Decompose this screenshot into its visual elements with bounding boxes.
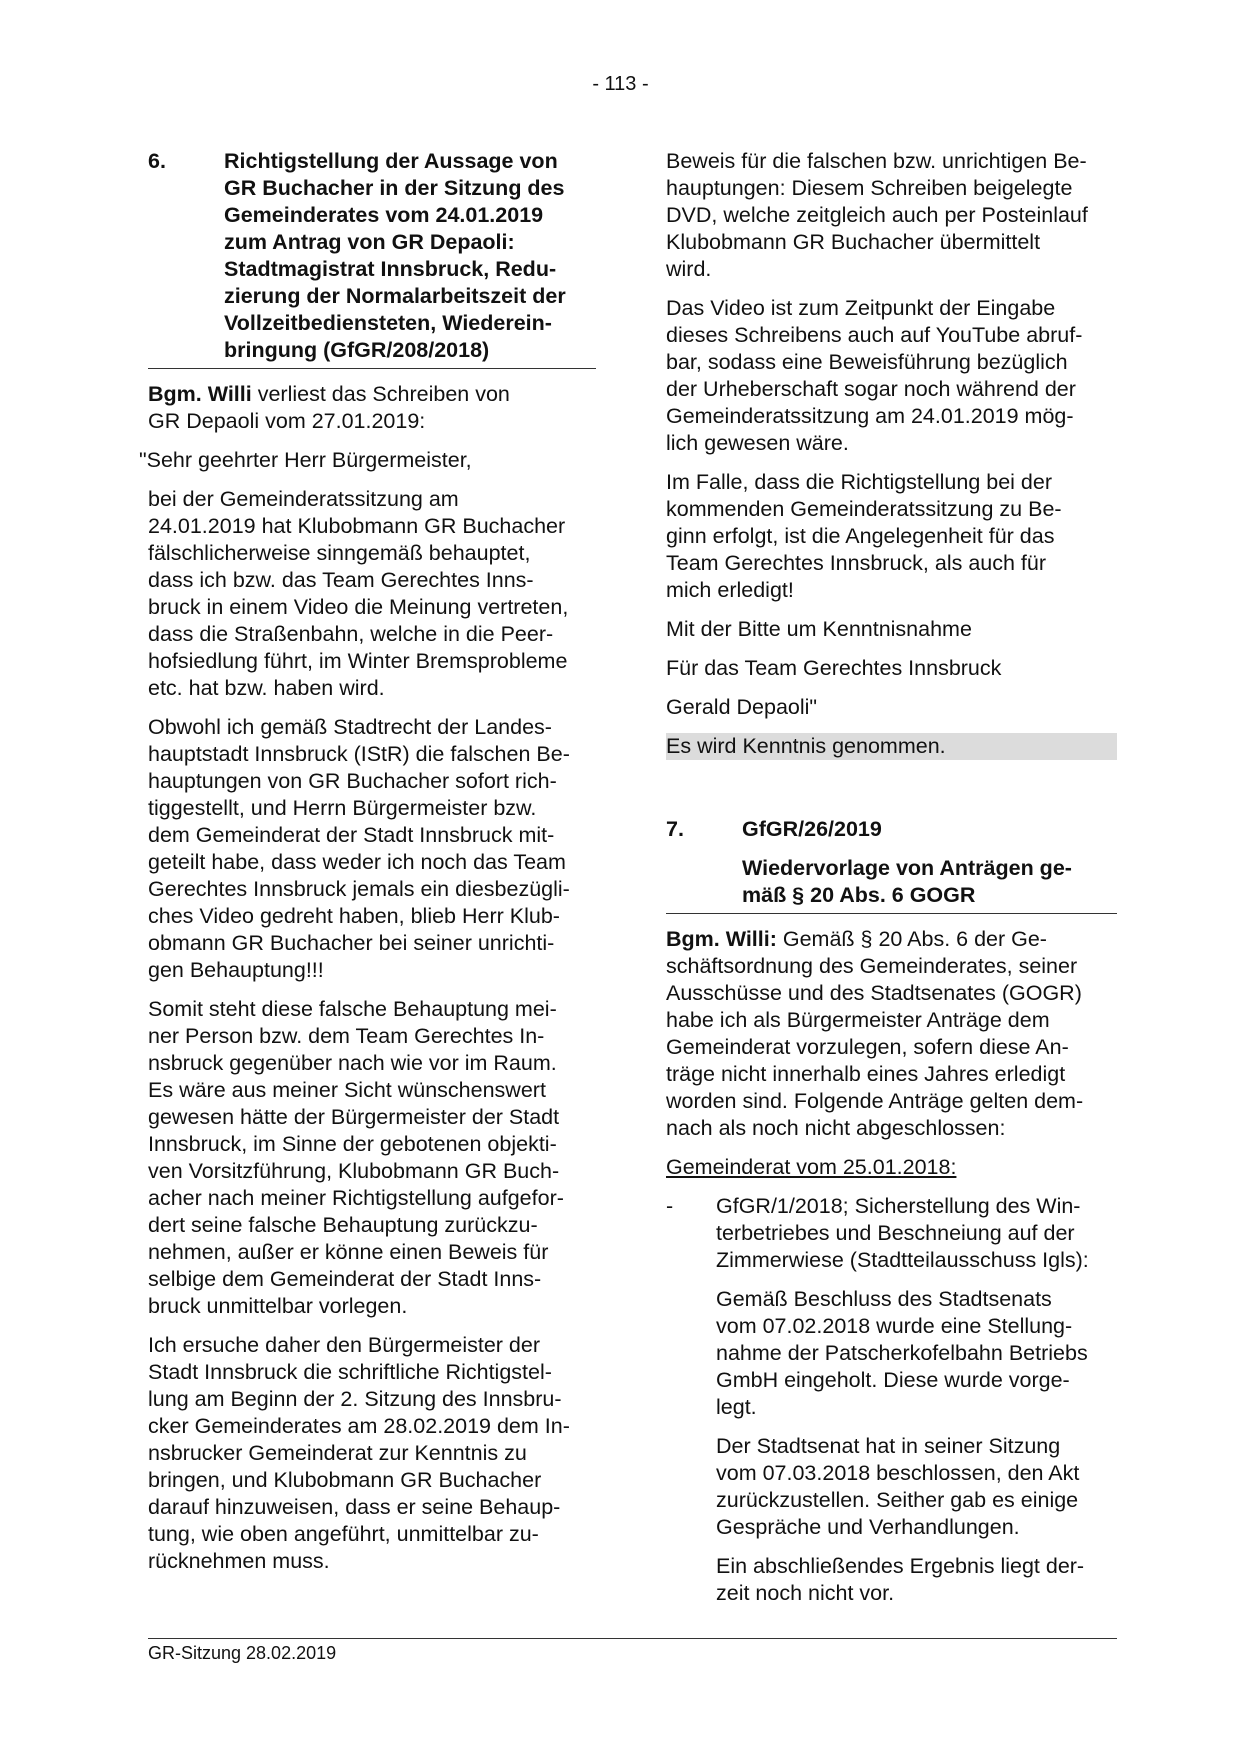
- footer-text: GR-Sitzung 28.02.2019: [148, 1643, 337, 1663]
- spacer: [666, 772, 1117, 816]
- closing-line: Mit der Bitte um Kenntnisnahme: [666, 617, 972, 641]
- speaker-name: Bgm. Willi:: [666, 927, 777, 951]
- right-column: [666, 148, 1117, 1619]
- list-item-detail-2: Der Stadtsenat hat in seiner Sitzung vom 07.03.2018 beschlossen, den Akt zurückzustellen. Seither gab es einige Gespräche und Verhandlungen.: [716, 1434, 1080, 1539]
- intro-text: Gemäß § 20 Abs. 6 der Ge- schäftsordnung des Gemeinderates, seiner Ausschüsse und des Stadtsenates (GOGR) habe ich als Bürgermeister Anträge dem Gemeinderat vorzulegen, sofern diese An- träge nicht innerhalb eines Jahres erledigt worden sind. Folgende Anträge gelten dem- nach als noch nicht abgeschlossen:: [666, 927, 1084, 1140]
- letter-paragraph-5: Beweis für die falschen bzw. unrichtigen Be- hauptungen: Diesem Schreiben beigelegte DVD, welche zeitgleich auch per Posteinlauf Klubobmann GR Buchacher übermittelt wird.: [666, 149, 1088, 281]
- letter-paragraph-6: Das Video ist zum Zeitpunkt der Eingabe dieses Schreibens auch auf YouTube abruf- bar, sodass eine Beweisführung bezüglich der Urheberschaft sogar noch während der Gemeinderatssitzung am 24.01.2019 mög- lich gewesen wäre.: [666, 296, 1083, 455]
- left-column: [139, 148, 596, 1587]
- salutation: "Sehr geehrter Herr Bürgermeister,: [139, 448, 472, 472]
- list-dash: -: [666, 1194, 674, 1218]
- list-item-detail-1: Gemäß Beschluss des Stadtsenats vom 07.02.2018 wurde eine Stellung- nahme der Patscherkofelbahn Betriebs GmbH eingeholt. Diese wurde vorge- legt.: [716, 1287, 1088, 1419]
- footer-divider: [148, 1638, 1117, 1639]
- list-item-title: GfGR/1/2018; Sicherstellung des Win- terbetriebes und Beschneiung auf der Zimmerwiese (Stadtteilausschuss Igls):: [716, 1194, 1089, 1272]
- letter-paragraph-3: Somit steht diese falsche Behauptung mei- ner Person bzw. dem Team Gerechtes In- nsbruck gegenüber nach wie vor im Raum. Es wäre aus meiner Sicht wünschenswert gewesen hätte der Bürgermeister der Stadt Innsbruck, im Sinne der gebotenen objekti- ven Vorsitzführung, Klubobmann GR Buch- acher nach meiner Richtigstellung aufgefor- dert seine falsche Behauptung zurückzu- nehmen, außer er könne einen Beweis für selbige dem Gemeinderat der Stadt Inns- bruck unmittelbar vorlegen.: [148, 997, 564, 1318]
- letter-paragraph-2: Obwohl ich gemäß Stadtrecht der Landes- hauptstadt Innsbruck (IStR) die falschen Be- hauptungen von GR Buchacher sofort rich- tiggestellt, und Herrn Bürgermeister bzw. dem Gemeinderat der Stadt Innsbruck mit- geteilt habe, dass weder ich noch das Team Gerechtes Innsbruck jemals ein diesbezügli- ches Video gedreht haben, blieb Herr Klub- obmann GR Buchacher bei seiner unrichti- gen Behauptung!!!: [148, 715, 570, 982]
- list-item-detail-3: Ein abschließendes Ergebnis liegt der- zeit noch nicht vor.: [716, 1554, 1085, 1605]
- signature: Gerald Depaoli": [666, 695, 818, 719]
- item-number: 6.: [148, 149, 166, 173]
- resolution-note: Es wird Kenntnis genommen.: [666, 733, 1117, 760]
- list-item-body: [716, 1193, 1117, 1619]
- item-title: Richtigstellung der Aussage von GR Buchacher in der Sitzung des Gemeinderates vom 24.01.2019 zum Antrag von GR Depaoli: Stadtmagistrat Innsbruck, Redu- zierung der Normalarbeitszeit der Vollzeitbediensteten, Wiederein- bringung (GfGR/208/2018): [224, 149, 566, 362]
- item-code: GfGR/26/2019: [742, 817, 882, 841]
- item-title: Wiedervorlage von Anträgen ge- mäß § 20 Abs. 6 GOGR: [742, 856, 1072, 907]
- item-number: 7.: [666, 817, 684, 841]
- letter-paragraph-1: bei der Gemeinderatssitzung am 24.01.2019 hat Klubobmann GR Buchacher fälschlicherweise sinngemäß behauptet, dass ich bzw. das Team Gerechtes Inns- bruck in einem Video die Meinung vertreten, dass die Straßenbahn, welche in die Peer- hofsiedlung führt, im Winter Bremsprobleme etc. hat bzw. haben wird.: [148, 487, 569, 700]
- intro-paragraph: [666, 926, 1117, 1142]
- letter-paragraph-7: Im Falle, dass die Richtigstellung bei der kommenden Gemeinderatssitzung zu Be- ginn erfolgt, ist die Angelegenheit für das Team Gerechtes Innsbruck, als auch für mich erledigt!: [666, 470, 1062, 602]
- letter-paragraph-4: Ich ersuche daher den Bürgermeister der Stadt Innsbruck die schriftliche Richtigstel- lung am Beginn der 2. Sitzung des Innsbru- cker Gemeinderates am 28.02.2019 dem In- nsbrucker Gemeinderat zur Kenntnis zu bringen, und Klubobmann GR Buchacher darauf hinzuweisen, dass er seine Behaup- tung, wie oben angeführt, unmittelbar zu- rücknehmen muss.: [148, 1333, 570, 1573]
- page-number: - 113 -: [592, 73, 649, 95]
- section-heading: Gemeinderat vom 25.01.2018:: [666, 1155, 957, 1179]
- item-7-title-block: [666, 855, 1117, 914]
- speaker-name: Bgm. Willi: [148, 382, 252, 406]
- closing-team: Für das Team Gerechtes Innsbruck: [666, 656, 1002, 680]
- intro-text: verliest das Schreiben von GR Depaoli vom 27.01.2019:: [148, 382, 510, 433]
- intro-paragraph: [148, 381, 596, 435]
- item-7-heading: [666, 816, 1117, 843]
- list-item: [666, 1193, 1117, 1619]
- item-6-heading: [148, 148, 596, 369]
